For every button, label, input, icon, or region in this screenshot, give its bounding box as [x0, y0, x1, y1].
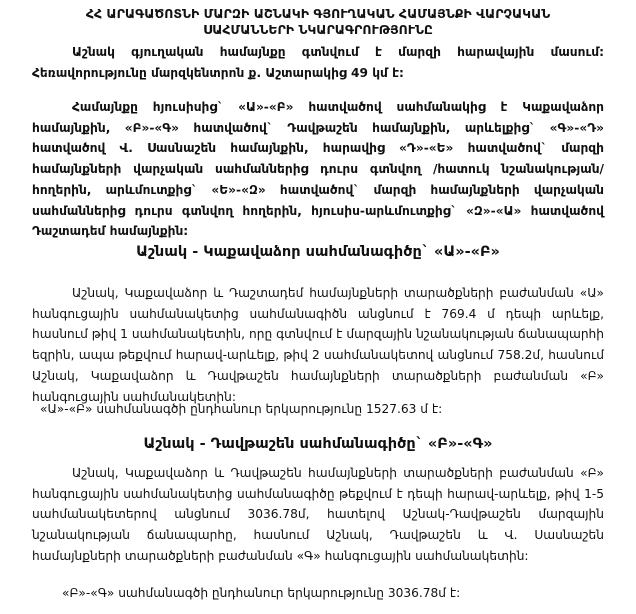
borders-paragraph: Համայնքը հյուսիսից` «Ա»-«Բ» հատվածով սահմանակից է Կաքավաձոր համայնքին, «Բ»-«Գ» հատվածով` Դավթաշեն համայնքին, արևելքից` «Գ»-«Դ» հատվածով Վ. Սասնաշեն համայնքին, հարավից «Դ»-«Ե» հատվածով` մարզի համայնքների վարչական սահմաններից դուրս գտնվող /հատուկ նշանակության/ հողերին, արևմուտքից` «Ե»-«Զ» հատվածով` մարզի համայնքների վարչական սահմաններից դուրս գտնվող հողերին, հյուսիս-արևմուտքից` «Զ»-«Ա» հատվածով Դաշտադեմ համայնքին:: [32, 100, 604, 239]
section-2-heading: Աշնակ - Դավթաշեն սահմանագիծը` «Բ»-«Գ»: [143, 436, 493, 452]
section-1-length: «Ա»-«Բ» սահմանագծի ընդհանուր երկարությունը 1527.63 մ է:: [40, 402, 443, 416]
section-2-body: Աշնակ, Կաքավաձոր և Դավթաշեն համայնքների տարածքների բաժանման «Բ» հանգուցային սահմանակետից սահմանագիծը թեքվում է դեպի հարավ-արևելք, թիվ 1-5 սահմանակետերով անցնում 3036.78մ, հատելով Աշնակ-Դավթաշեն մարզային նշանակության ճանապարհը, հասնում Աշնակ, Դավթաշեն և Վ. Սասնաշեն համայնքների տարածքների բաժանման «Գ» հանգուցային սահմանակետին:: [32, 466, 604, 563]
document-title-line-1: ՀՀ ԱՐԱԳԱԾՈՏՆԻ ՄԱՐԶԻ ԱՇՆԱԿԻ ԳՅՈՒՂԱԿԱՆ ՀԱՄԱՅՆՔԻ ՎԱՐՉԱԿԱՆ: [85, 6, 551, 21]
section-1-body: Աշնակ, Կաքավաձոր և Դաշտադեմ համայնքների տարածքների բաժանման «Ա» հանգուցային սահմանակետից սահմանագիծն անցնում է 769.4 մ դեպի արևելք, հասնում թիվ 1 սահմանակետին, որը գտնվում է մարզային նշանակության ճանապարհի եզրին, ապա թեքվում հարավ-արևելք, թիվ 2 սահմանակետով անցնում 758.2մ, հասնում Աշնակ, Կաքավաձոր և Դավթաշեն համայնքների տարածքների բաժանման «Բ» հանգուցային սահմանակետին:: [32, 286, 604, 404]
section-2-length: «Բ»-«Գ» սահմանագծի ընդհանուր երկարությունը 3036.78մ է:: [62, 586, 461, 600]
section-1-heading: Աշնակ - Կաքավաձոր սահմանագիծը` «Ա»-«Բ»: [136, 244, 500, 260]
intro-paragraph: Աշնակ գյուղական համայնքը գտնվում է մարզի հարավային մասում: Հեռավորությունը մարզկենտրոն ք. Աշտարակից 49 կմ է:: [32, 45, 604, 80]
document-title-line-2: ՍԱՀՄԱՆՆԵՐԻ ՆԿԱՐԱԳՐՈՒԹՅՈՒՆԸ: [203, 22, 433, 37]
